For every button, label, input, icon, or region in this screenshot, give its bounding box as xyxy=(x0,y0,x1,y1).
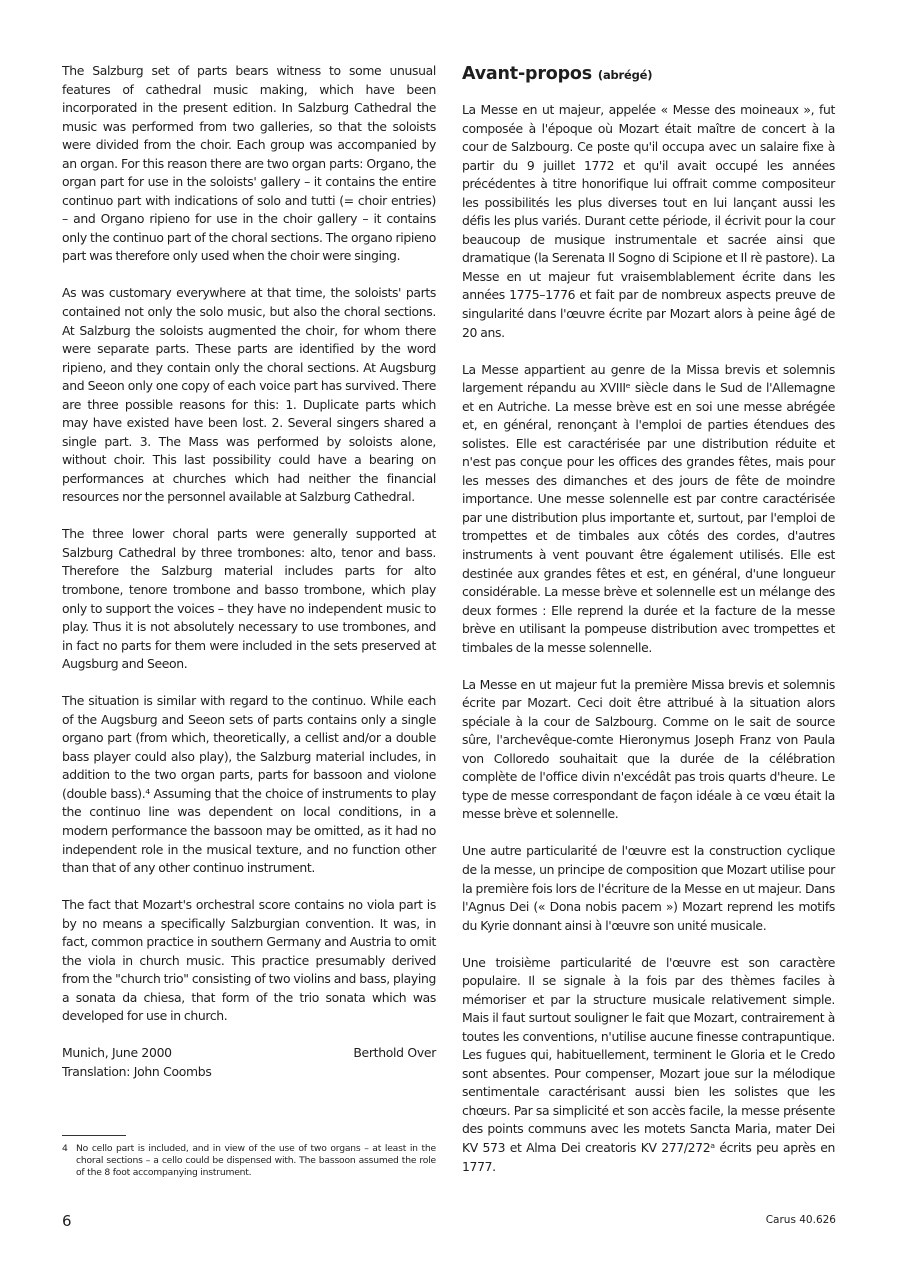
section-title xyxy=(462,62,835,87)
translation-credit-row xyxy=(62,1063,436,1082)
left-column xyxy=(62,62,436,1081)
translation-credit: Translation: John Coombs xyxy=(62,1063,212,1079)
signature-row xyxy=(62,1044,436,1063)
page-number: 6 xyxy=(62,1212,72,1230)
paragraph: The situation is similar with regard to the continuo. While each of the Augsburg and Seeon sets of parts contains only a single organo part (from which, theoretically, a cellist and/or a double bass player could also play), the Salzburg material includes, in addition to the two organ parts, parts for bassoon and violone (double bass).⁴ Assuming that the choice of instruments to play the continuo line was dependent on local conditions, in a modern performance the bassoon may be omitted, as it had no independent role in the musical texture, and no function other than that of any other continuo instrument. xyxy=(62,693,436,876)
footnote-number: 4 xyxy=(62,1143,68,1154)
paragraph: La Messe en ut majeur, appelée « Messe des moineaux », fut composée à l'époque où Mozart était maître de concert à la cour de Salzbourg. Ce poste qu'il occupa avec un salaire fixe à partir du 9 juillet 1772 et qu'il avait occupé les années précédentes à titre honorifique lui offrait comme compositeur les possibilités les plus diverses tout en lui lançant aussi les défis les plus variés. Durant cette période, il écrivit pour la cour beaucoup de musique instrumentale et sacrée ainsi que dramatique (la Serenata Il Sogno di Scipione et Il rè pastore). La Messe en ut majeur fut vraisemblablement écrite dans les années 1775–1776 et fait par de nombreux aspects preuve de singularité dans l'œuvre écrite par Mozart alors à peine âgé de 20 ans. xyxy=(462,102,835,340)
paragraph: As was customary everywhere at that time, the soloists' parts contained not only the solo music, but also the choral sections. At Salzburg the soloists augmented the choir, for whom there were separate parts. These parts are identified by the word ripieno, and they contain only the choral sections. At Augsburg and Seeon only one copy of each voice part has survived. There are three possible reasons for this: 1. Duplicate parts which may have existed have been lost. 2. Several singers shared a single part. 3. The Mass was performed by soloists alone, without choir. This last possibility could have a bearing on performances at churches which had neither the financial resources nor the personnel available at Salzburg Cathedral. xyxy=(62,285,436,505)
paragraph: The fact that Mozart's orchestral score contains no viola part is by no means a specifically Salzburgian convention. It was, in fact, common practice in southern Germany and Austria to omit the viola in church music. This practice presumably derived from the "church trio" consisting of two violins and bass, playing a sonata da chiesa, that form of the trio sonata which was developed for use in church. xyxy=(62,896,436,1024)
paragraph: Une troisième particularité de l'œuvre est son caractère populaire. Il se signale à la fois par des thèmes faciles à mémoriser et par la structure musicale relativement simple. Mais il faut surtout souligner le fait que Mozart, contrairement à toutes les conventions, n'utilise aucune finesse contrapuntique. Les fugues qui, habituellement, terminent le Gloria et le Credo sont absentes. Pour compenser, Mozart joue sur la mélodique sentimentale caractérisant aussi bien les solistes que les chœurs. Par sa simplicité et son accès facile, la messe présente des points communs avec les motets Sancta Maria, mater Dei KV 573 et Alma Dei creatoris KV 277/272ᵃ écrits peu après en 1777. xyxy=(462,954,835,1174)
paragraph: The Salzburg set of parts bears witness to some unusual features of cathedral music making, which have been incorporated in the present edition. In Salzburg Cathedral the music was performed from two galleries, so that the soloists were divided from the choir. Each group was accompanied by an organ. For this reason there are two organ parts: Organo, the organ part for use in the soloists' gallery – it contains the entire continuo part with indications of solo and tutti (= choir entries) – and Organo ripieno for use in the choir gallery – it contains only the continuo part of the choral sections. The organo ripieno part was therefore only used when the choir were singing. xyxy=(62,63,436,264)
author-name: Berthold Over xyxy=(353,1045,436,1061)
paragraph: The three lower choral parts were generally supported at Salzburg Cathedral by three trombones: alto, tenor and bass. Therefore the Salzburg material includes parts for alto trombone, tenore trombone and basso trombone, which play only to support the voices – they have no independent music to play. Thus it is not absolutely necessary to use trombones, and in fact no parts for them were included in the sets preserved at Augsburg and Seeon. xyxy=(62,526,436,672)
title-subtitle: (abrégé) xyxy=(597,68,653,82)
right-column xyxy=(462,62,835,1176)
footnote-text: No cello part is included, and in view of the use of two organs – at least in the choral sections – a cello could be dispensed with. The bassoon assumed the role of the 8 foot accompanying instrument. xyxy=(76,1143,436,1178)
paragraph: Une autre particularité de l'œuvre est la construction cyclique de la messe, un principe de composition que Mozart utilise pour la première fois lors de l'écriture de la Messe en ut majeur. Dans l'Agnus Dei (« Dona nobis pacem ») Mozart reprend les motifs du Kyrie donnant ainsi à l'œuvre son unité musicale. xyxy=(462,843,835,933)
footnote-rule xyxy=(62,1135,126,1136)
title-main: Avant-propos xyxy=(462,64,592,84)
footnote xyxy=(62,1143,436,1178)
catalog-number: Carus 40.626 xyxy=(765,1214,836,1226)
place-date: Munich, June 2000 xyxy=(62,1045,172,1061)
paragraph: La Messe appartient au genre de la Missa brevis et solemnis largement répandu au XVIIIᵉ siècle dans le Sud de l'Allemagne et en Autriche. La messe brève est en soi une messe abrégée et, en général, renonçant à l'emploi de parties étendues des solistes. Elle est caractérisée par une distribution réduite et n'est pas conçue pour les offices des grandes fêtes, mais pour les messes des dimanches et des jours de fête de moindre importance. Une messe solennelle est par contre caractérisée par une distribution plus importante et, surtout, par l'emploi de trompettes et de timbales aux côtés des cordes, d'autres instruments à vent pouvant être également utilisés. Elle est destinée aux grandes fêtes et est, en général, d'une longueur considérable. La messe brève et solennelle est un mélange des deux formes : Elle reprend la durée et la facture de la messe brève en utilisant la pompeuse distribution avec trompettes et timbales de la messe solennelle. xyxy=(462,361,835,655)
paragraph: La Messe en ut majeur fut la première Missa brevis et solemnis écrite par Mozart. Ceci doit être attribué à la situation alors spéciale à la cour de Salzbourg. Comme on le sait de source sûre, l'archevêque-comte Hieronymus Joseph Franz von Paula von Colloredo souhaitait que la durée de la célébration complète de l'office divin n'excédât pas trois quarts d'heure. Le type de messe correspondant de façon idéale à ce vœu était la messe brève et solennelle. xyxy=(462,676,835,822)
